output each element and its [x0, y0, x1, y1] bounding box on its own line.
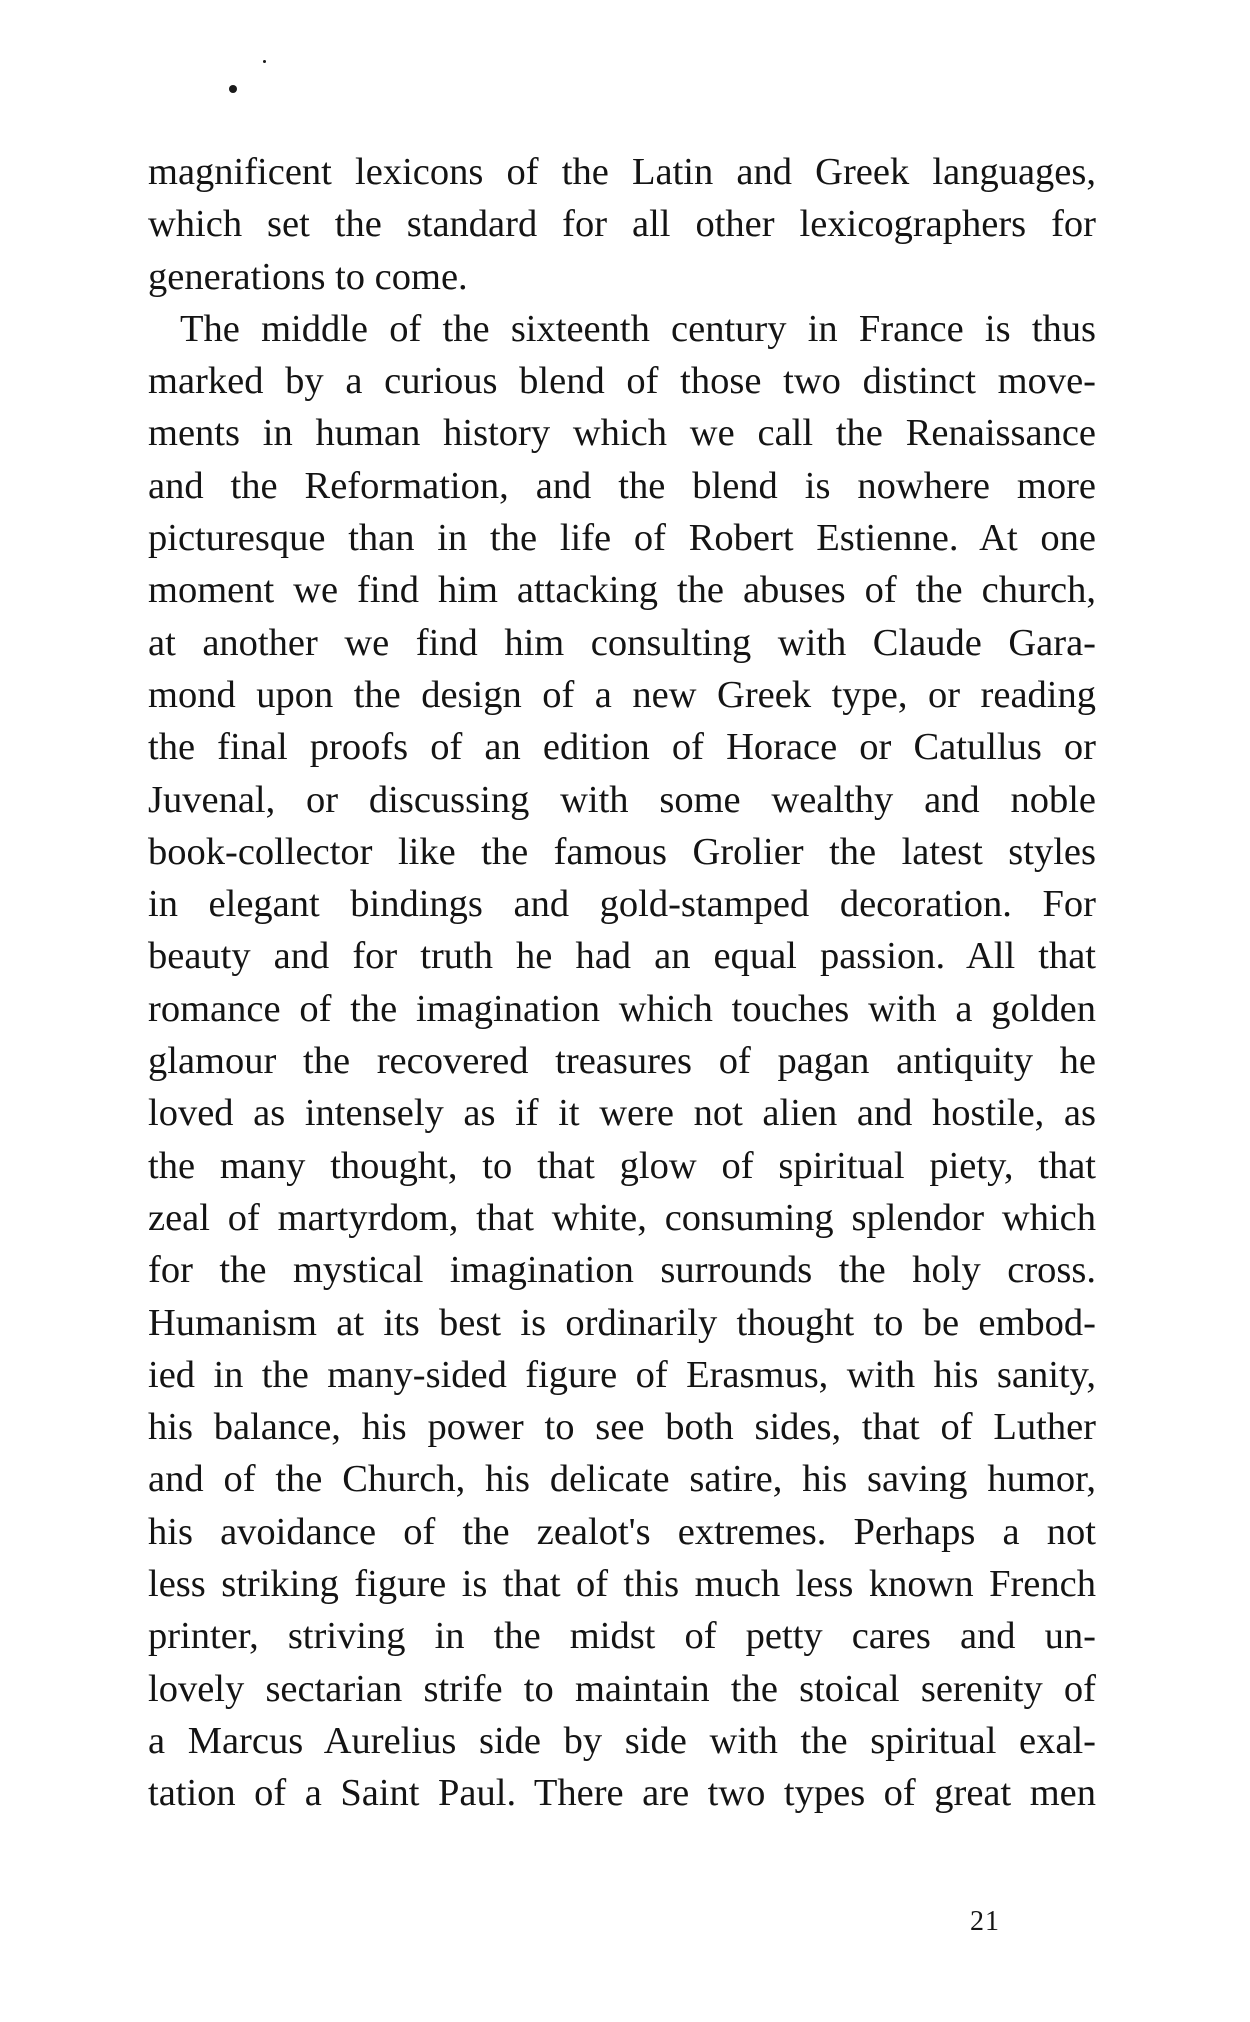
- ink-speck: [229, 85, 237, 93]
- text-line: book-collector like the famous Grolier the latest styles: [148, 830, 1096, 873]
- page-number: 21: [970, 1906, 1000, 1937]
- text-line: zeal of martyrdom, that white, consuming splendor which: [148, 1196, 1096, 1239]
- text-line: tation of a Saint Paul. There are two types of great men: [148, 1772, 1096, 1815]
- text-line: lovely sectarian strife to maintain the stoical serenity of: [148, 1667, 1096, 1710]
- text-line: the many thought, to that glow of spiritual piety, that: [148, 1144, 1096, 1187]
- text-line: his avoidance of the zealot's extremes. Perhaps a not: [148, 1510, 1096, 1553]
- ink-speck: [263, 60, 266, 63]
- text-line: picturesque than in the life of Robert Estienne. At one: [148, 517, 1096, 560]
- text-line: less striking figure is that of this much less known French: [148, 1563, 1096, 1606]
- text-line: mond upon the design of a new Greek type, or reading: [148, 673, 1096, 716]
- text-line: marked by a curious blend of those two distinct move-: [148, 360, 1096, 403]
- text-line: moment we find him attacking the abuses of the church,: [148, 569, 1096, 612]
- text-line: at another we find him consulting with Claude Gara-: [148, 621, 1096, 664]
- body-text: [148, 146, 1096, 1820]
- text-line: Juvenal, or discussing with some wealthy and noble: [148, 778, 1096, 821]
- text-line: the final proofs of an edition of Horace or Catullus or: [148, 726, 1096, 769]
- text-line: ments in human history which we call the Renaissance: [148, 412, 1096, 455]
- text-line: which set the standard for all other lexicographers for: [148, 203, 1096, 246]
- text-line: for the mystical imagination surrounds the holy cross.: [148, 1249, 1096, 1292]
- text-line: Humanism at its best is ordinarily thought to be embod-: [148, 1301, 1096, 1344]
- text-line: loved as intensely as if it were not alien and hostile, as: [148, 1092, 1096, 1135]
- text-line: his balance, his power to see both sides, that of Luther: [148, 1406, 1096, 1449]
- text-line: printer, striving in the midst of petty cares and un-: [148, 1615, 1096, 1658]
- text-line: in elegant bindings and gold-stamped decoration. For: [148, 883, 1096, 926]
- text-line: and the Reformation, and the blend is nowhere more: [148, 464, 1096, 507]
- text-line: generations to come.: [148, 255, 468, 298]
- text-line: and of the Church, his delicate satire, his saving humor,: [148, 1458, 1096, 1501]
- text-line: beauty and for truth he had an equal passion. All that: [148, 935, 1096, 978]
- text-line: ied in the many-sided figure of Erasmus, with his sanity,: [148, 1353, 1096, 1396]
- text-line: romance of the imagination which touches with a golden: [148, 987, 1096, 1030]
- text-line: The middle of the sixteenth century in France is thus: [180, 307, 1096, 350]
- text-line: glamour the recovered treasures of pagan antiquity he: [148, 1040, 1096, 1083]
- text-line: a Marcus Aurelius side by side with the spiritual exal-: [148, 1719, 1096, 1762]
- text-line: magnificent lexicons of the Latin and Greek languages,: [148, 151, 1096, 193]
